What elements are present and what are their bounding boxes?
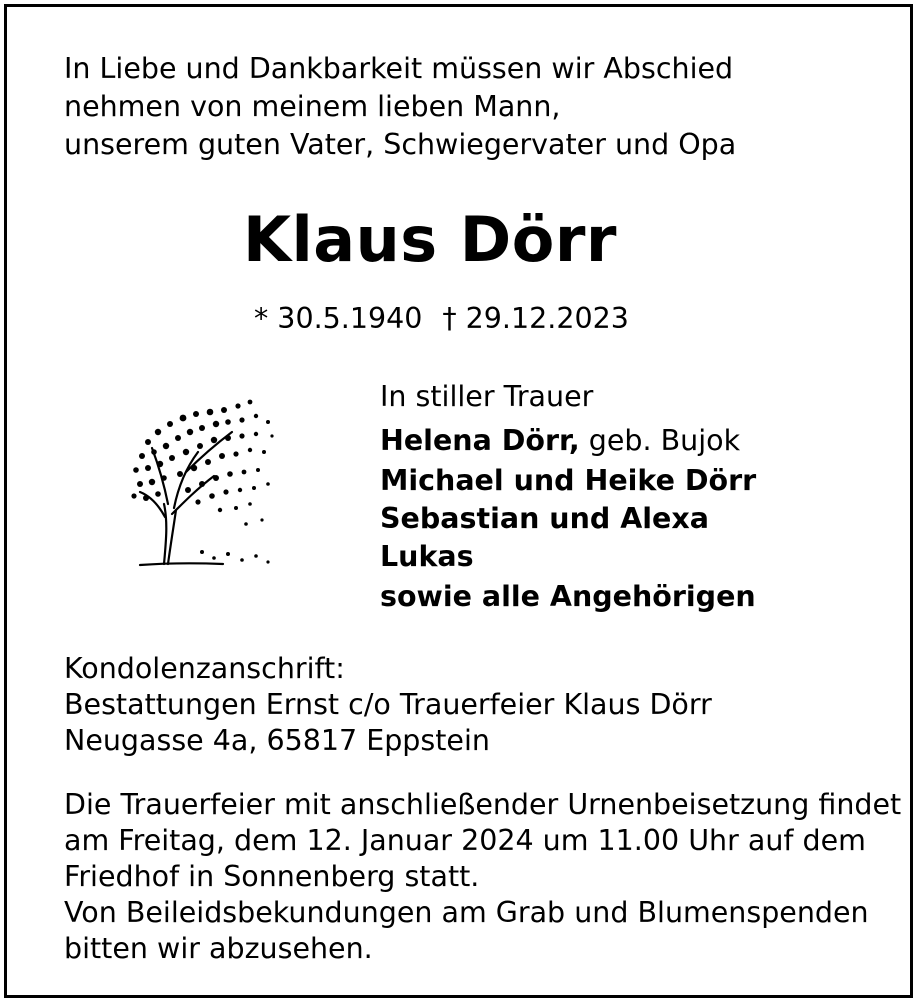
- ceremony-line: Friedhof in Sonnenberg statt.: [64, 860, 480, 893]
- mourner-line: Michael und Heike Dörr: [380, 464, 757, 497]
- windblown-tree-icon: [128, 392, 278, 572]
- mourner-line: Sebastian und Alexa: [380, 502, 709, 535]
- ceremony-line: am Freitag, dem 12. Januar 2024 um 11.00 Uhr auf dem: [64, 824, 866, 857]
- life-dates: [254, 300, 629, 338]
- mourner-first-name: Helena Dörr,: [380, 424, 580, 457]
- mourner-line: Lukas: [380, 540, 474, 573]
- ceremony-line: bitten wir abzusehen.: [64, 932, 373, 965]
- intro-line-2: nehmen von meinem lieben Mann,: [64, 90, 561, 123]
- mourner-first-suffix: geb. Bujok: [579, 424, 741, 457]
- ceremony-line: Von Beileidsbekundungen am Grab und Blumenspenden: [64, 896, 869, 929]
- mourner-first: [380, 422, 740, 460]
- intro-line-1: In Liebe und Dankbarkeit müssen wir Abschied: [64, 52, 734, 85]
- condolence-address-line: Neugasse 4a, 65817 Eppstein: [64, 724, 490, 757]
- deceased-name: Klaus Dörr: [243, 203, 617, 276]
- mourners-heading: In stiller Trauer: [380, 380, 594, 413]
- mourner-line: sowie alle Angehörigen: [380, 580, 756, 613]
- condolence-heading: Kondolenzanschrift:: [64, 652, 345, 685]
- ceremony-line: Die Trauerfeier mit anschließender Urnenbeisetzung findet: [64, 788, 902, 821]
- intro-line-3: unserem guten Vater, Schwiegervater und Opa: [64, 128, 737, 161]
- condolence-address-line: Bestattungen Ernst c/o Trauerfeier Klaus Dörr: [64, 688, 712, 721]
- birth-date: * 30.5.1940: [254, 302, 423, 335]
- death-date: † 29.12.2023: [442, 302, 629, 335]
